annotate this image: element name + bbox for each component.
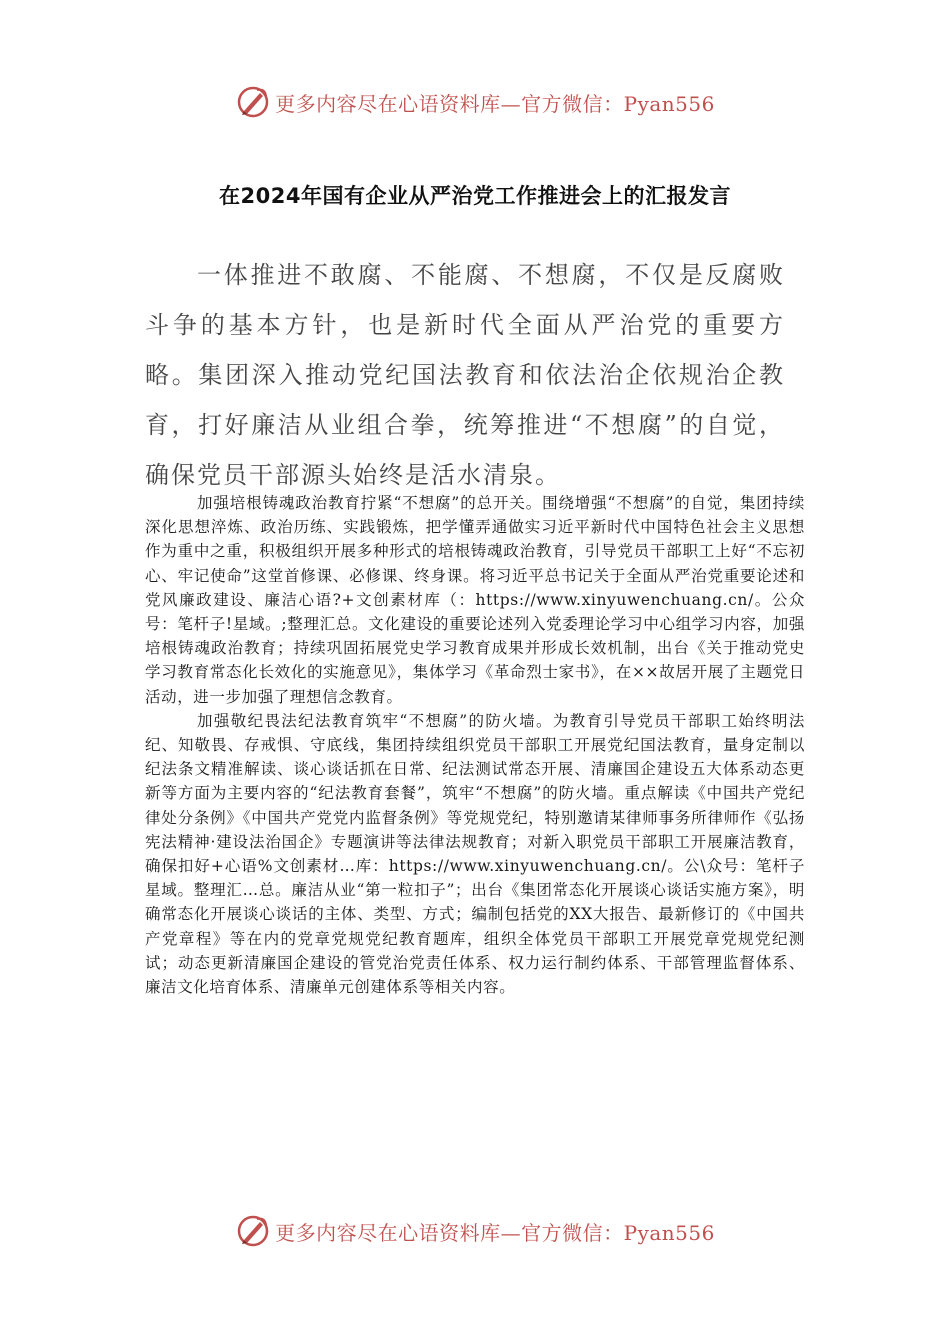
watermark-text: 更多内容尽在心语资料库—官方微信：Pyan556 xyxy=(275,91,715,116)
body-paragraph: 加强培根铸魂政治教育拧紧“不想腐”的总开关。围绕增强“不想腐”的自觉，集团持续深化思想淬炼、政治历练、实践锻炼，把学懂弄通做实习近平新时代中国特色社会主义思想作为重中之重，积极组织开展多种形式的培根铸魂政治教育，引导党员干部职工上好“不忘初心、牢记使命”这堂首修课、必修课、终身课。将习近平总书记关于全面从严治党重要论述和党风廉政建设、廉洁心语?+文创素材库（：https://www.xinyuwenchuang.cn/。公众号：笔杆子!星域。;整理汇总。文化建设的重要论述列入党委理论学习中心组学习内容，加强培根铸魂政治教育；持续巩固拓展党史学习教育成果并形成长效机制，出台《关于推动党史学习教育常态化长效化的实施意见》，集体学习《革命烈士家书》，在××故居开展了主题党日活动，进一步加强了理想信念教育。 xyxy=(145,494,805,706)
intro-paragraph: 一体推进不敢腐、不能腐、不想腐，不仅是反腐败斗争的基本方针，也是新时代全面从严治党的重要方略。集团深入推动党纪国法教育和依法治企依规治企教育，打好廉洁从业组合拳，统筹推进“不想腐”的自觉，确保党员干部源头始终是活水清泉。 xyxy=(145,261,785,489)
document-title: 在2024年国有企业从严治党工作推进会上的汇报发言 xyxy=(219,184,731,208)
body-paragraph: 加强敬纪畏法纪法教育筑牢“不想腐”的防火墙。为教育引导党员干部职工始终明法纪、知敬畏、存戒惧、守底线，集团持续组织党员干部职工开展党纪国法教育，量身定制以纪法条文精准解读、谈心谈话抓在日常、纪法测试常态开展、清廉国企建设五大体系动态更新等方面为主要内容的“纪法教育套餐”，筑牢“不想腐”的防火墙。重点解读《中国共产党纪律处分条例》《中国共产党党内监督条例》等党规党纪，特别邀请某律师事务所律师作《弘扬宪法精神·建设法治国企》专题演讲等法律法规教育；对新入职党员干部职工开展廉洁教育，确保扣好+心语%文创素材…库：https://www.xinyuwenchuang.cn/。公\众号：笔杆子星域。整理汇…总。廉洁从业“第一粒扣子”；出台《集团常态化开展谈心谈话实施方案》，明确常态化开展谈心谈话的主体、类型、方式；编制包括党的XX大报告、最新修订的《中国共产党章程》等在内的党章党规党纪教育题库，组织全体党员干部职工开展党章党规党纪测试；动态更新清廉国企建设的管党治党责任体系、权力运行制约体系、干部管理监督体系、廉洁文化培育体系、清廉单元创建体系等相关内容。 xyxy=(145,711,805,997)
watermark-text: 更多内容尽在心语资料库—官方微信：Pyan556 xyxy=(275,1220,715,1245)
document-body xyxy=(145,491,805,999)
footer-watermark xyxy=(0,1213,950,1249)
pen-logo-icon xyxy=(235,1213,271,1249)
pen-logo-icon xyxy=(235,84,271,120)
header-watermark xyxy=(0,84,950,120)
